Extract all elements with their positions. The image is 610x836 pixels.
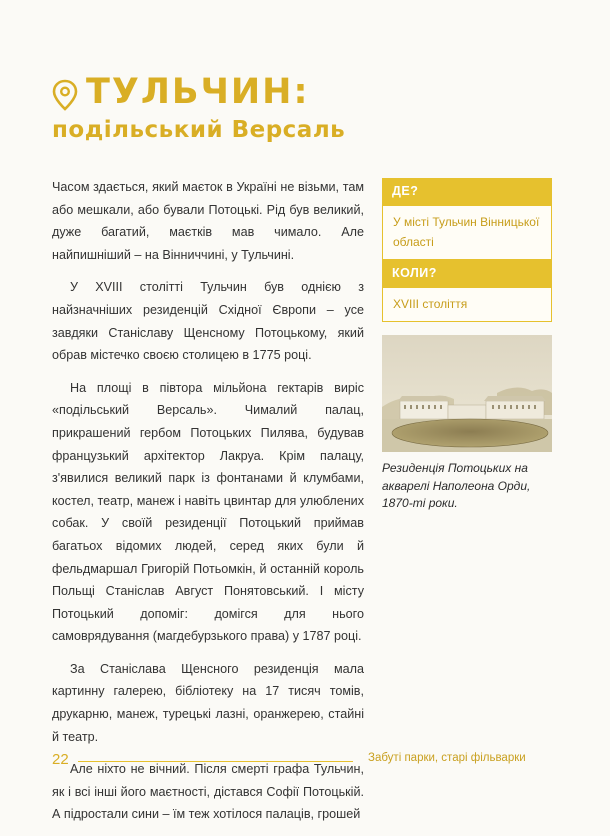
page-subtitle: подільський Версаль	[52, 117, 346, 143]
paragraph: Часом здається, який маєток в Україні не візьми, там або мешкали, або бували Потоцькі. Рід був великий, дуже багатий, маєтків мав чимало. Але найпишніший – на Вінниччині, у Тульчині.	[52, 180, 364, 262]
info-box	[382, 178, 552, 322]
footer-divider	[78, 761, 353, 762]
when-label: КОЛИ?	[382, 260, 552, 287]
paragraph: На площі в півтора мільйона гектарів виріс «подільський Версаль». Чималий палац, прикрашений гербом Потоцьких Пилява, будував французький архітектор Лакруа. Крім палацу, з'явилися великий парк із фонтанами й клумбами, костел, театр, манеж і навіть цвинтар для улюблених собак. У своїй резиденції Потоцький приймав багатьох відомих людей, серед яких були й фельдмаршал Григорій Потьомкін, й останній король Польщі Станіслав Август Понятовський. І місту Потоцький допоміг: домігся для нього самоврядування (магдебурзького права) у 1787 році.	[52, 380, 364, 644]
figure-caption: Резиденція Потоцьких на акварелі Наполеона Орди, 1870-ті роки.	[382, 461, 531, 510]
paragraph: За Станіслава Щенсного резиденція мала картинну галерею, бібліотеку на 17 тисяч томів, друкарню, манеж, турецькі лазні, оранжерею, стайні й театр.	[52, 661, 364, 744]
article-body	[52, 176, 364, 836]
paragraph: Але ніхто не вічний. Після смерті графа Тульчин, як і всі інші його маєтності, дістався Софії Потоцькій. А підростали сини – їм теж хотілося палаців, грошей	[52, 762, 364, 822]
location-pin-icon	[52, 79, 78, 111]
where-label: ДЕ?	[382, 178, 552, 205]
running-head: Забуті парки, старі фільварки	[368, 752, 526, 764]
paragraph: У XVIII столітті Тульчин був однією з найзначніших резиденцій Східної Європи – усе завдяки Станіславу Щенсному Потоцькому, який обрав містечко своєю столицею в 1775 році.	[52, 280, 364, 363]
page-title: ТУЛЬЧИН:	[86, 72, 310, 112]
where-value: У місті Тульчин Вінницької області	[382, 205, 552, 260]
watercolor-illustration	[382, 335, 552, 452]
when-value: XVIII століття	[382, 287, 552, 322]
page-number: 22	[52, 751, 69, 768]
